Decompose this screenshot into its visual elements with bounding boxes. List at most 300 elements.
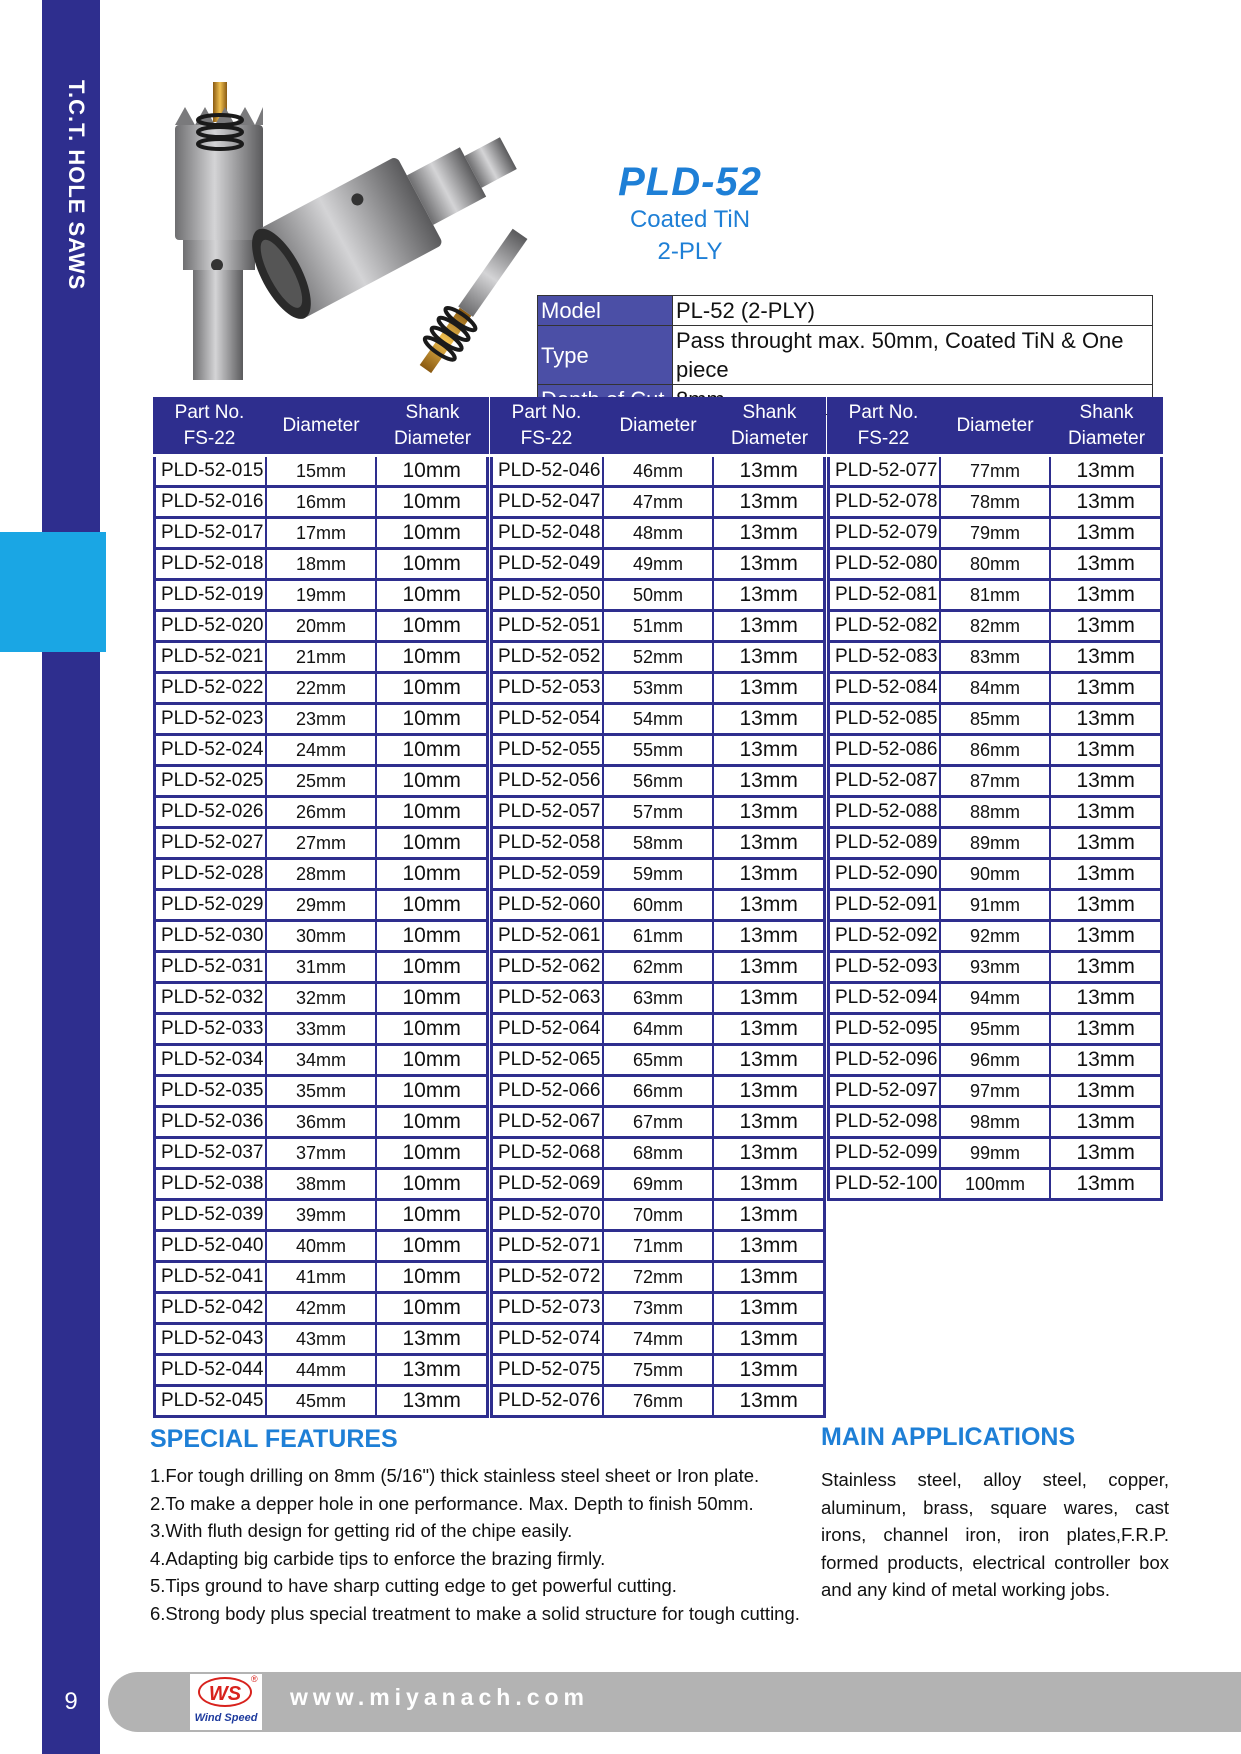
part-number-cell: PLD-52-029 xyxy=(156,891,265,919)
table-row xyxy=(493,891,823,919)
shank-cell: 10mm xyxy=(377,1108,486,1136)
table-row xyxy=(493,612,823,640)
part-number-cell: PLD-52-085 xyxy=(830,705,939,733)
header-shank xyxy=(713,397,826,454)
diameter-cell: 49mm xyxy=(604,550,713,578)
shank-cell: 13mm xyxy=(714,1232,823,1260)
table-row xyxy=(493,953,823,981)
shank-cell: 13mm xyxy=(1051,1108,1160,1136)
table-row xyxy=(493,922,823,950)
header-text: Shank xyxy=(1079,401,1134,423)
part-number-cell: PLD-52-062 xyxy=(493,953,602,981)
part-number-cell: PLD-52-045 xyxy=(156,1387,265,1415)
part-number-cell: PLD-52-075 xyxy=(493,1356,602,1384)
header-diameter xyxy=(603,397,713,454)
part-number-cell: PLD-52-059 xyxy=(493,860,602,888)
shank-cell: 13mm xyxy=(1051,829,1160,857)
table-row xyxy=(156,1108,486,1136)
diameter-cell: 66mm xyxy=(604,1077,713,1105)
table-row xyxy=(493,1294,823,1322)
product-subtitle-1: Coated TiN xyxy=(629,206,751,233)
part-number-cell: PLD-52-023 xyxy=(156,705,265,733)
diameter-cell: 61mm xyxy=(604,922,713,950)
shank-cell: 13mm xyxy=(1051,736,1160,764)
shank-cell: 10mm xyxy=(377,767,486,795)
diameter-cell: 47mm xyxy=(604,488,713,516)
shank-cell: 13mm xyxy=(1051,1046,1160,1074)
part-number-cell: PLD-52-061 xyxy=(493,922,602,950)
side-title: T.C.T. HOLE SAWS xyxy=(64,80,89,291)
table-row xyxy=(156,767,486,795)
part-number-cell: PLD-52-067 xyxy=(493,1108,602,1136)
table-row xyxy=(493,705,823,733)
table-row xyxy=(830,581,1160,609)
part-number-cell: PLD-52-049 xyxy=(493,550,602,578)
diameter-cell: 95mm xyxy=(941,1015,1050,1043)
diameter-cell: 87mm xyxy=(941,767,1050,795)
shank-cell: 13mm xyxy=(714,457,823,485)
shank-cell: 13mm xyxy=(377,1356,486,1384)
diameter-cell: 97mm xyxy=(941,1077,1050,1105)
shank-cell: 13mm xyxy=(714,1356,823,1384)
table-row xyxy=(493,1263,823,1291)
diameter-cell: 21mm xyxy=(267,643,376,671)
header-text: Part No. xyxy=(174,401,245,423)
part-number-cell: PLD-52-042 xyxy=(156,1294,265,1322)
shank-cell: 13mm xyxy=(1051,674,1160,702)
table-row xyxy=(493,643,823,671)
shank-cell: 13mm xyxy=(714,767,823,795)
shank-cell: 10mm xyxy=(377,860,486,888)
shank-cell: 13mm xyxy=(714,705,823,733)
part-number-cell: PLD-52-046 xyxy=(493,457,602,485)
part-number-cell: PLD-52-053 xyxy=(493,674,602,702)
table-row xyxy=(156,953,486,981)
diameter-cell: 98mm xyxy=(941,1108,1050,1136)
part-number-cell: PLD-52-086 xyxy=(830,736,939,764)
diameter-cell: 56mm xyxy=(604,767,713,795)
part-number-cell: PLD-52-080 xyxy=(830,550,939,578)
registered-icon: ® xyxy=(251,1674,258,1684)
table-row xyxy=(156,984,486,1012)
part-number-cell: PLD-52-033 xyxy=(156,1015,265,1043)
shank-cell: 13mm xyxy=(1051,953,1160,981)
table-row xyxy=(830,1139,1160,1167)
diameter-cell: 67mm xyxy=(604,1108,713,1136)
shank-cell: 13mm xyxy=(714,643,823,671)
shank-cell: 13mm xyxy=(1051,922,1160,950)
table-row xyxy=(493,1201,823,1229)
part-number-cell: PLD-52-066 xyxy=(493,1077,602,1105)
header-part-no xyxy=(490,397,603,454)
shank-cell: 10mm xyxy=(377,457,486,485)
diameter-cell: 99mm xyxy=(941,1139,1050,1167)
shank-cell: 13mm xyxy=(714,1201,823,1229)
part-number-cell: PLD-52-091 xyxy=(830,891,939,919)
diameter-cell: 75mm xyxy=(604,1356,713,1384)
features-heading: SPECIAL FEATURES xyxy=(150,1425,398,1453)
diameter-cell: 23mm xyxy=(267,705,376,733)
part-number-cell: PLD-52-071 xyxy=(493,1232,602,1260)
table-row xyxy=(493,1139,823,1167)
diameter-cell: 83mm xyxy=(941,643,1050,671)
section-tab xyxy=(0,532,106,652)
part-number-cell: PLD-52-098 xyxy=(830,1108,939,1136)
part-number-cell: PLD-52-073 xyxy=(493,1294,602,1322)
shank-cell: 13mm xyxy=(1051,1139,1160,1167)
part-number-cell: PLD-52-024 xyxy=(156,736,265,764)
shank-cell: 13mm xyxy=(714,550,823,578)
table-row xyxy=(830,953,1160,981)
part-number-cell: PLD-52-028 xyxy=(156,860,265,888)
diameter-cell: 19mm xyxy=(267,581,376,609)
shank-cell: 10mm xyxy=(377,612,486,640)
part-number-cell: PLD-52-025 xyxy=(156,767,265,795)
part-number-cell: PLD-52-035 xyxy=(156,1077,265,1105)
part-number-cell: PLD-52-083 xyxy=(830,643,939,671)
part-number-cell: PLD-52-082 xyxy=(830,612,939,640)
brand-logo xyxy=(190,1674,262,1730)
table-row xyxy=(156,674,486,702)
table-row xyxy=(493,984,823,1012)
shank-cell: 10mm xyxy=(377,953,486,981)
shank-cell: 13mm xyxy=(714,1170,823,1198)
diameter-cell: 43mm xyxy=(267,1325,376,1353)
diameter-cell: 52mm xyxy=(604,643,713,671)
shank-cell: 13mm xyxy=(1051,581,1160,609)
part-number-cell: PLD-52-040 xyxy=(156,1232,265,1260)
diameter-cell: 37mm xyxy=(267,1139,376,1167)
table-row xyxy=(156,550,486,578)
table-row xyxy=(156,705,486,733)
part-number-cell: PLD-52-070 xyxy=(493,1201,602,1229)
footer-bar xyxy=(108,1672,1241,1732)
header-text: Diameter xyxy=(282,414,360,436)
part-number-cell: PLD-52-069 xyxy=(493,1170,602,1198)
shank-cell: 13mm xyxy=(1051,457,1160,485)
parts-table xyxy=(153,397,1169,1415)
part-number-cell: PLD-52-031 xyxy=(156,953,265,981)
shank-cell: 10mm xyxy=(377,922,486,950)
part-number-cell: PLD-52-034 xyxy=(156,1046,265,1074)
shank-cell: 10mm xyxy=(377,488,486,516)
shank-cell: 13mm xyxy=(1051,1077,1160,1105)
diameter-cell: 42mm xyxy=(267,1294,376,1322)
table-body xyxy=(153,457,489,1418)
part-number-cell: PLD-52-068 xyxy=(493,1139,602,1167)
logo-subtext: Wind Speed xyxy=(194,1712,258,1724)
diameter-cell: 31mm xyxy=(267,953,376,981)
table-row xyxy=(830,1170,1160,1198)
diameter-cell: 54mm xyxy=(604,705,713,733)
table-row xyxy=(493,1356,823,1384)
spec-value: Pass throught max. 50mm, Coated TiN & One piece xyxy=(673,326,1153,385)
diameter-cell: 82mm xyxy=(941,612,1050,640)
table-row xyxy=(156,829,486,857)
shank-cell: 13mm xyxy=(714,519,823,547)
parts-column-block xyxy=(153,397,489,1418)
diameter-cell: 53mm xyxy=(604,674,713,702)
table-row xyxy=(830,1015,1160,1043)
shank-cell: 13mm xyxy=(1051,1170,1160,1198)
part-number-cell: PLD-52-056 xyxy=(493,767,602,795)
table-row xyxy=(156,643,486,671)
part-number-cell: PLD-52-022 xyxy=(156,674,265,702)
shank-cell: 13mm xyxy=(1051,767,1160,795)
table-row xyxy=(156,1077,486,1105)
shank-cell: 13mm xyxy=(1051,860,1160,888)
shank-cell: 13mm xyxy=(714,984,823,1012)
part-number-cell: PLD-52-072 xyxy=(493,1263,602,1291)
part-number-cell: PLD-52-016 xyxy=(156,488,265,516)
diameter-cell: 78mm xyxy=(941,488,1050,516)
table-row xyxy=(830,643,1160,671)
table-row xyxy=(156,1356,486,1384)
table-row xyxy=(156,736,486,764)
table-row xyxy=(156,612,486,640)
table-row xyxy=(830,1077,1160,1105)
diameter-cell: 68mm xyxy=(604,1139,713,1167)
shank-cell: 10mm xyxy=(377,736,486,764)
shank-cell: 10mm xyxy=(377,550,486,578)
part-number-cell: PLD-52-057 xyxy=(493,798,602,826)
table-row xyxy=(156,457,486,485)
part-number-cell: PLD-52-030 xyxy=(156,922,265,950)
header-part-no xyxy=(827,397,940,454)
part-number-cell: PLD-52-055 xyxy=(493,736,602,764)
table-row xyxy=(156,1263,486,1291)
table-row xyxy=(493,1015,823,1043)
diameter-cell: 33mm xyxy=(267,1015,376,1043)
shank-cell: 13mm xyxy=(1051,1015,1160,1043)
spec-label: Model xyxy=(538,296,673,326)
part-number-cell: PLD-52-077 xyxy=(830,457,939,485)
table-row xyxy=(830,705,1160,733)
features-list xyxy=(150,1462,830,1628)
part-number-cell: PLD-52-021 xyxy=(156,643,265,671)
diameter-cell: 72mm xyxy=(604,1263,713,1291)
shank-cell: 13mm xyxy=(714,891,823,919)
diameter-cell: 46mm xyxy=(604,457,713,485)
diameter-cell: 25mm xyxy=(267,767,376,795)
table-row xyxy=(156,488,486,516)
table-row xyxy=(493,829,823,857)
table-row xyxy=(830,612,1160,640)
diameter-cell: 29mm xyxy=(267,891,376,919)
table-header xyxy=(827,397,1163,454)
table-row xyxy=(156,1139,486,1167)
diameter-cell: 77mm xyxy=(941,457,1050,485)
table-row xyxy=(156,1387,486,1415)
part-number-cell: PLD-52-058 xyxy=(493,829,602,857)
feature-item: 6.Strong body plus special treatment to make a solid structure for tough cutting. xyxy=(150,1602,800,1624)
table-row xyxy=(830,798,1160,826)
part-number-cell: PLD-52-019 xyxy=(156,581,265,609)
shank-cell: 13mm xyxy=(1051,488,1160,516)
diameter-cell: 45mm xyxy=(267,1387,376,1415)
shank-cell: 13mm xyxy=(1051,798,1160,826)
shank-cell: 13mm xyxy=(1051,643,1160,671)
spec-row xyxy=(538,326,1153,385)
table-row xyxy=(493,1046,823,1074)
shank-cell: 10mm xyxy=(377,1170,486,1198)
shank-cell: 13mm xyxy=(714,1108,823,1136)
diameter-cell: 93mm xyxy=(941,953,1050,981)
header-shank xyxy=(1050,397,1163,454)
table-row xyxy=(493,1170,823,1198)
part-number-cell: PLD-52-065 xyxy=(493,1046,602,1074)
table-row xyxy=(156,922,486,950)
diameter-cell: 57mm xyxy=(604,798,713,826)
table-row xyxy=(493,550,823,578)
shank-cell: 10mm xyxy=(377,984,486,1012)
shank-cell: 10mm xyxy=(377,1294,486,1322)
table-row xyxy=(493,674,823,702)
diameter-cell: 90mm xyxy=(941,860,1050,888)
table-row xyxy=(830,1108,1160,1136)
diameter-cell: 71mm xyxy=(604,1232,713,1260)
table-row xyxy=(830,891,1160,919)
spec-value: PL-52 (2-PLY) xyxy=(673,296,1153,326)
shank-cell: 13mm xyxy=(1051,705,1160,733)
shank-cell: 13mm xyxy=(714,829,823,857)
table-row xyxy=(156,798,486,826)
shank-cell: 13mm xyxy=(714,1325,823,1353)
diameter-cell: 74mm xyxy=(604,1325,713,1353)
header-text: Shank xyxy=(742,401,797,423)
diameter-cell: 22mm xyxy=(267,674,376,702)
diameter-cell: 62mm xyxy=(604,953,713,981)
table-row xyxy=(156,1046,486,1074)
part-number-cell: PLD-52-041 xyxy=(156,1263,265,1291)
table-row xyxy=(156,1294,486,1322)
part-number-cell: PLD-52-043 xyxy=(156,1325,265,1353)
header-text: Part No. xyxy=(848,401,919,423)
parts-column-block xyxy=(490,397,826,1418)
shank-cell: 10mm xyxy=(377,891,486,919)
part-number-cell: PLD-52-038 xyxy=(156,1170,265,1198)
part-number-cell: PLD-52-020 xyxy=(156,612,265,640)
diameter-cell: 63mm xyxy=(604,984,713,1012)
table-row xyxy=(156,1325,486,1353)
table-row xyxy=(156,860,486,888)
table-body xyxy=(490,457,826,1418)
diameter-cell: 73mm xyxy=(604,1294,713,1322)
diameter-cell: 55mm xyxy=(604,736,713,764)
table-row xyxy=(493,860,823,888)
table-row xyxy=(156,1232,486,1260)
table-row xyxy=(156,1170,486,1198)
table-row xyxy=(493,581,823,609)
part-number-cell: PLD-52-036 xyxy=(156,1108,265,1136)
diameter-cell: 40mm xyxy=(267,1232,376,1260)
diameter-cell: 100mm xyxy=(941,1170,1050,1198)
part-number-cell: PLD-52-099 xyxy=(830,1139,939,1167)
header-text: Diameter xyxy=(393,427,472,449)
part-number-cell: PLD-52-093 xyxy=(830,953,939,981)
product-heading xyxy=(560,160,820,268)
part-number-cell: PLD-52-100 xyxy=(830,1170,939,1198)
diameter-cell: 89mm xyxy=(941,829,1050,857)
diameter-cell: 30mm xyxy=(267,922,376,950)
diameter-cell: 86mm xyxy=(941,736,1050,764)
part-number-cell: PLD-52-084 xyxy=(830,674,939,702)
diameter-cell: 76mm xyxy=(604,1387,713,1415)
feature-item: 3.With fluth design for getting rid of the chipe easily. xyxy=(150,1520,573,1542)
spec-row xyxy=(538,296,1153,326)
diameter-cell: 96mm xyxy=(941,1046,1050,1074)
table-row xyxy=(830,767,1160,795)
part-number-cell: PLD-52-078 xyxy=(830,488,939,516)
diameter-cell: 81mm xyxy=(941,581,1050,609)
diameter-cell: 48mm xyxy=(604,519,713,547)
shank-cell: 13mm xyxy=(714,1139,823,1167)
diameter-cell: 69mm xyxy=(604,1170,713,1198)
part-number-cell: PLD-52-015 xyxy=(156,457,265,485)
shank-cell: 10mm xyxy=(377,829,486,857)
table-row xyxy=(830,736,1160,764)
shank-cell: 13mm xyxy=(714,1294,823,1322)
diameter-cell: 80mm xyxy=(941,550,1050,578)
table-row xyxy=(493,519,823,547)
header-text: FS-22 xyxy=(520,427,573,449)
part-number-cell: PLD-52-048 xyxy=(493,519,602,547)
diameter-cell: 39mm xyxy=(267,1201,376,1229)
header-text: FS-22 xyxy=(857,427,910,449)
diameter-cell: 70mm xyxy=(604,1201,713,1229)
table-row xyxy=(493,1108,823,1136)
shank-cell: 10mm xyxy=(377,705,486,733)
part-number-cell: PLD-52-044 xyxy=(156,1356,265,1384)
header-diameter xyxy=(940,397,1050,454)
shank-cell: 13mm xyxy=(377,1387,486,1415)
part-number-cell: PLD-52-081 xyxy=(830,581,939,609)
diameter-cell: 79mm xyxy=(941,519,1050,547)
part-number-cell: PLD-52-095 xyxy=(830,1015,939,1043)
table-row xyxy=(156,581,486,609)
part-number-cell: PLD-52-018 xyxy=(156,550,265,578)
spec-label: Type xyxy=(538,326,673,385)
product-photo xyxy=(175,80,555,390)
diameter-cell: 88mm xyxy=(941,798,1050,826)
part-number-cell: PLD-52-076 xyxy=(493,1387,602,1415)
table-row xyxy=(493,767,823,795)
table-row xyxy=(830,550,1160,578)
shank-cell: 13mm xyxy=(714,1046,823,1074)
header-text: Diameter xyxy=(730,427,809,449)
shank-cell: 13mm xyxy=(1051,891,1160,919)
shank-cell: 13mm xyxy=(1051,550,1160,578)
shank-cell: 10mm xyxy=(377,581,486,609)
diameter-cell: 94mm xyxy=(941,984,1050,1012)
part-number-cell: PLD-52-047 xyxy=(493,488,602,516)
applications-text: Stainless steel, alloy steel, copper, aluminum, brass, square wares, cast irons, channel iron, iron plates,F.R.P. formed products, electrical controller box and any kind of metal working jobs. xyxy=(821,1469,1169,1600)
shank-cell: 10mm xyxy=(377,1263,486,1291)
part-number-cell: PLD-52-074 xyxy=(493,1325,602,1353)
diameter-cell: 60mm xyxy=(604,891,713,919)
diameter-cell: 34mm xyxy=(267,1046,376,1074)
diameter-cell: 32mm xyxy=(267,984,376,1012)
part-number-cell: PLD-52-037 xyxy=(156,1139,265,1167)
part-number-cell: PLD-52-054 xyxy=(493,705,602,733)
diameter-cell: 28mm xyxy=(267,860,376,888)
diameter-cell: 15mm xyxy=(267,457,376,485)
table-row xyxy=(830,984,1160,1012)
shank-cell: 13mm xyxy=(714,736,823,764)
part-number-cell: PLD-52-052 xyxy=(493,643,602,671)
shank-cell: 13mm xyxy=(714,581,823,609)
part-number-cell: PLD-52-027 xyxy=(156,829,265,857)
